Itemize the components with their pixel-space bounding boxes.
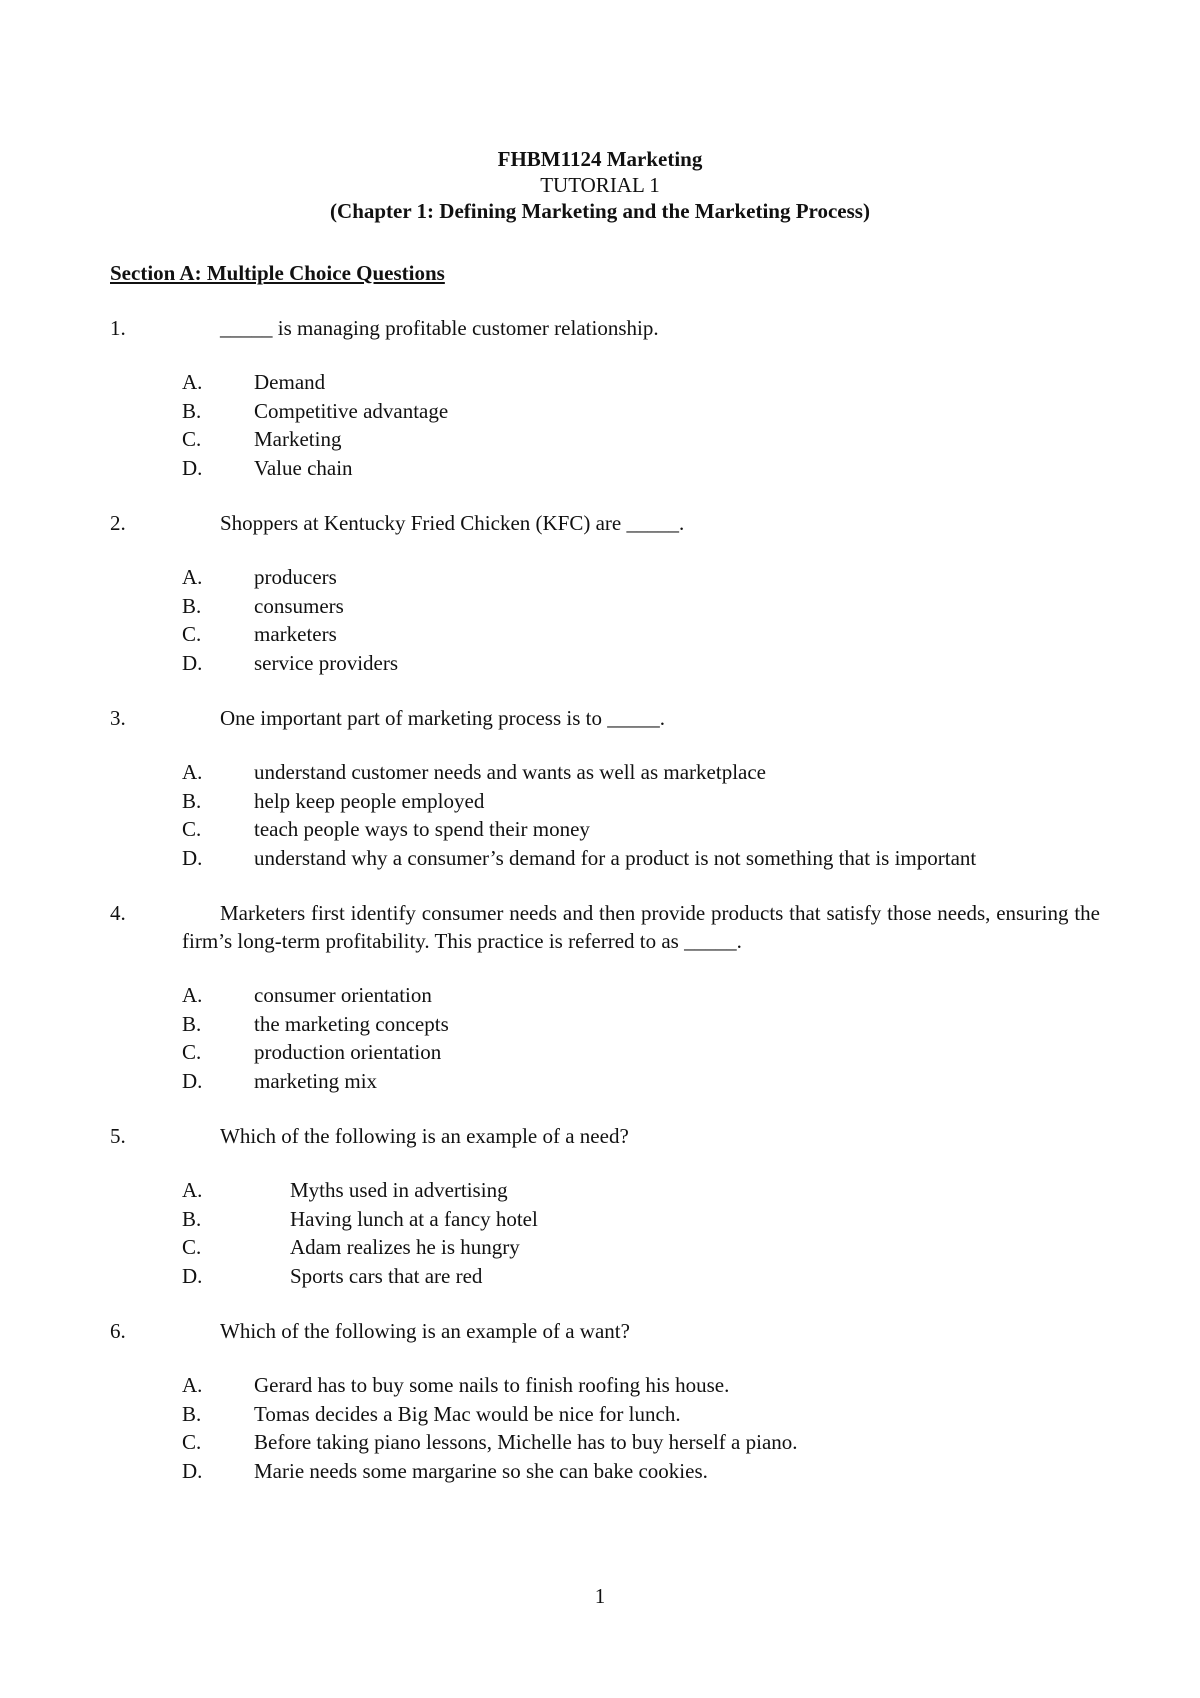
option-text: Having lunch at a fancy hotel <box>290 1206 538 1231</box>
question-number: 5. <box>110 1124 126 1148</box>
question-number: 3. <box>110 706 126 730</box>
option-c <box>182 1233 1100 1262</box>
option-text: service providers <box>254 650 399 675</box>
option-text: Before taking piano lessons, Michelle has to buy herself a piano. <box>254 1430 798 1454</box>
question-number: 4. <box>110 901 126 925</box>
option-b <box>182 1205 1100 1234</box>
option-text: Gerard has to buy some nails to finish roofing his house. <box>254 1373 730 1397</box>
question-number: 1. <box>110 316 126 340</box>
option-b <box>182 1400 1100 1429</box>
option-text: Adam realizes he is hungry <box>290 1235 520 1259</box>
option-text: the marketing concepts <box>254 1011 449 1036</box>
option-letter: A. <box>182 983 203 1007</box>
question-text: Which of the following is an example of a want? <box>220 1319 630 1343</box>
option-list <box>110 981 1100 1095</box>
option-d <box>182 454 1100 483</box>
option-a <box>182 1176 1100 1205</box>
option-text: teach people ways to spend their money <box>254 817 590 841</box>
option-list <box>110 1176 1100 1290</box>
option-text: Demand <box>254 370 326 394</box>
option-letter: D. <box>182 845 203 870</box>
option-d <box>182 1262 1100 1291</box>
section-title: Section A: Multiple Choice Questions <box>110 261 445 285</box>
option-letter: B. <box>182 593 202 618</box>
option-letter: D. <box>182 1068 203 1093</box>
option-letter: A. <box>182 760 203 784</box>
option-text: Tomas decides a Big Mac would be nice for lunch. <box>254 1401 681 1426</box>
option-letter: A. <box>182 1373 203 1397</box>
question-text: One important part of marketing process is to _____. <box>220 706 665 730</box>
option-a <box>182 1371 1100 1400</box>
option-letter: A. <box>182 1178 203 1202</box>
option-letter: C. <box>182 1040 202 1064</box>
option-c <box>182 425 1100 454</box>
option-letter: D. <box>182 1458 203 1483</box>
option-c <box>182 815 1100 844</box>
course-title: FHBM1124 Marketing <box>497 147 703 171</box>
option-letter: C. <box>182 427 202 451</box>
option-letter: A. <box>182 565 203 589</box>
option-letter: B. <box>182 1401 202 1426</box>
question-2 <box>110 509 1100 677</box>
option-list <box>110 368 1100 482</box>
option-text: Value chain <box>254 455 353 480</box>
option-c <box>182 1428 1100 1457</box>
option-letter: D. <box>182 455 203 480</box>
option-text: understand customer needs and wants as well as marketplace <box>254 760 766 784</box>
question-number: 6. <box>110 1319 126 1343</box>
option-b <box>182 1010 1100 1039</box>
option-text: producers <box>254 565 337 589</box>
option-text: marketing mix <box>254 1068 378 1093</box>
option-text: marketers <box>254 622 337 646</box>
option-text: Competitive advantage <box>254 398 449 423</box>
option-text: help keep people employed <box>254 788 485 813</box>
question-text: Marketers first identify consumer needs and then provide products that satisfy those needs, ensuring the firm’s long-term profitability. This practice is referred to as _____. <box>182 901 1100 953</box>
option-text: production orientation <box>254 1040 442 1064</box>
option-list <box>110 758 1100 872</box>
question-text: _____ is managing profitable customer relationship. <box>220 316 659 340</box>
option-b <box>182 787 1100 816</box>
option-list <box>110 1371 1100 1485</box>
option-letter: D. <box>182 1263 203 1288</box>
option-b <box>182 397 1100 426</box>
question-4 <box>110 899 1100 1095</box>
option-letter: C. <box>182 1430 202 1454</box>
page-number: 1 <box>594 1584 606 1608</box>
question-list <box>110 314 1100 1512</box>
question-1 <box>110 314 1100 482</box>
tutorial-title: TUTORIAL 1 <box>540 173 660 197</box>
question-5 <box>110 1122 1100 1290</box>
option-text: consumers <box>254 593 344 618</box>
option-text: Marketing <box>254 427 342 451</box>
option-letter: D. <box>182 650 203 675</box>
option-a <box>182 563 1100 592</box>
option-text: Sports cars that are red <box>290 1263 483 1288</box>
option-letter: C. <box>182 622 202 646</box>
chapter-title: (Chapter 1: Defining Marketing and the Marketing Process) <box>330 199 870 223</box>
option-d <box>182 1067 1100 1096</box>
option-c <box>182 620 1100 649</box>
option-text: understand why a consumer’s demand for a product is not something that is important <box>254 845 977 870</box>
option-letter: C. <box>182 817 202 841</box>
option-d <box>182 844 1100 873</box>
option-letter: C. <box>182 1235 202 1259</box>
option-a <box>182 981 1100 1010</box>
document-header <box>0 146 1200 224</box>
option-text: Marie needs some margarine so she can bake cookies. <box>254 1458 708 1483</box>
option-text: Myths used in advertising <box>290 1178 508 1202</box>
option-c <box>182 1038 1100 1067</box>
option-a <box>182 368 1100 397</box>
option-letter: B. <box>182 1011 202 1036</box>
question-6 <box>110 1317 1100 1485</box>
option-d <box>182 1457 1100 1486</box>
option-b <box>182 592 1100 621</box>
option-a <box>182 758 1100 787</box>
option-letter: B. <box>182 398 202 423</box>
question-text: Which of the following is an example of a need? <box>220 1124 629 1148</box>
option-text: consumer orientation <box>254 983 432 1007</box>
option-letter: B. <box>182 1206 202 1231</box>
question-3 <box>110 704 1100 872</box>
option-letter: A. <box>182 370 203 394</box>
option-letter: B. <box>182 788 202 813</box>
option-d <box>182 649 1100 678</box>
question-text: Shoppers at Kentucky Fried Chicken (KFC) are _____. <box>220 511 685 535</box>
question-number: 2. <box>110 511 126 535</box>
option-list <box>110 563 1100 677</box>
